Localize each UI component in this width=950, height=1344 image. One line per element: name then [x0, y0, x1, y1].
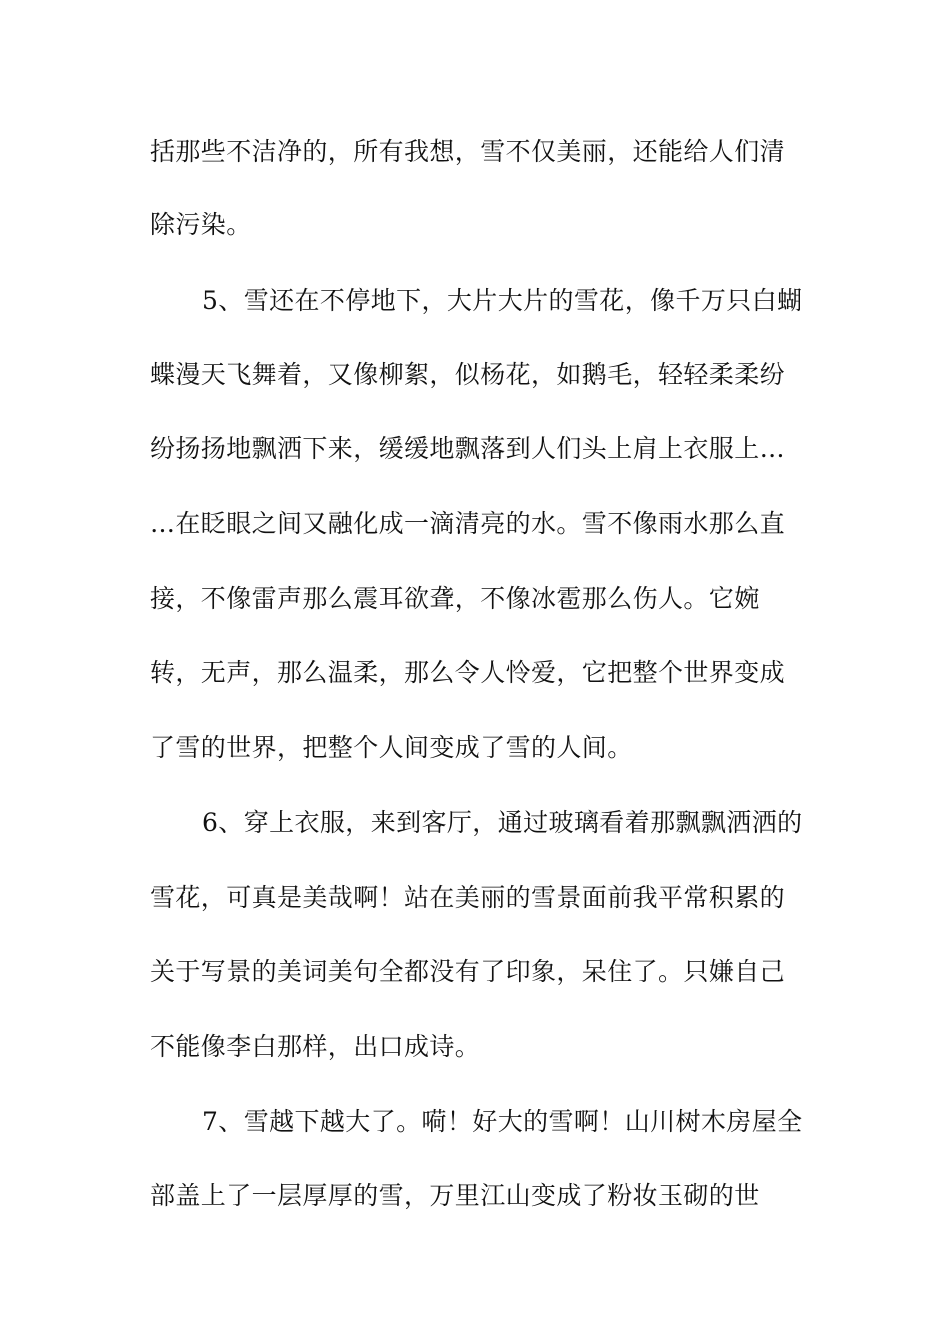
- text-line: 纷扬扬地飘洒下来，缓缓地飘落到人们头上肩上衣服上…: [150, 434, 786, 463]
- paragraph-start-line: 6、穿上衣服，来到客厅，通过玻璃看着那飘飘洒洒的: [202, 808, 803, 837]
- text-line: 蝶漫天飞舞着，又像柳絮，似杨花，如鹅毛，轻轻柔柔纷: [150, 360, 786, 389]
- text-line: 接，不像雷声那么震耳欲聋，不像冰雹那么伤人。它婉: [150, 584, 760, 613]
- text-line: …在眨眼之间又融化成一滴清亮的水。雪不像雨水那么直: [150, 509, 786, 538]
- text-line: 不能像李白那样，出口成诗。: [150, 1032, 481, 1061]
- text-line: 雪花，可真是美哉啊！站在美丽的雪景面前我平常积累的: [150, 883, 786, 912]
- text-line: 括那些不洁净的，所有我想，雪不仅美丽，还能给人们清: [150, 137, 786, 166]
- text-line: 转，无声，那么温柔，那么令人怜爱，它把整个世界变成: [150, 658, 786, 687]
- text-line: 关于写景的美词美句全都没有了印象，呆住了。只嫌自己: [150, 957, 786, 986]
- text-line: 了雪的世界，把整个人间变成了雪的人间。: [150, 733, 633, 762]
- paragraph-start-line: 7、雪越下越大了。嗬！好大的雪啊！山川树木房屋全: [202, 1107, 803, 1136]
- paragraph-start-line: 5、雪还在不停地下，大片大片的雪花，像千万只白蝴: [202, 286, 803, 315]
- text-line: 部盖上了一层厚厚的雪，万里江山变成了粉妆玉砌的世: [150, 1181, 760, 1210]
- text-line: 除污染。: [150, 210, 252, 239]
